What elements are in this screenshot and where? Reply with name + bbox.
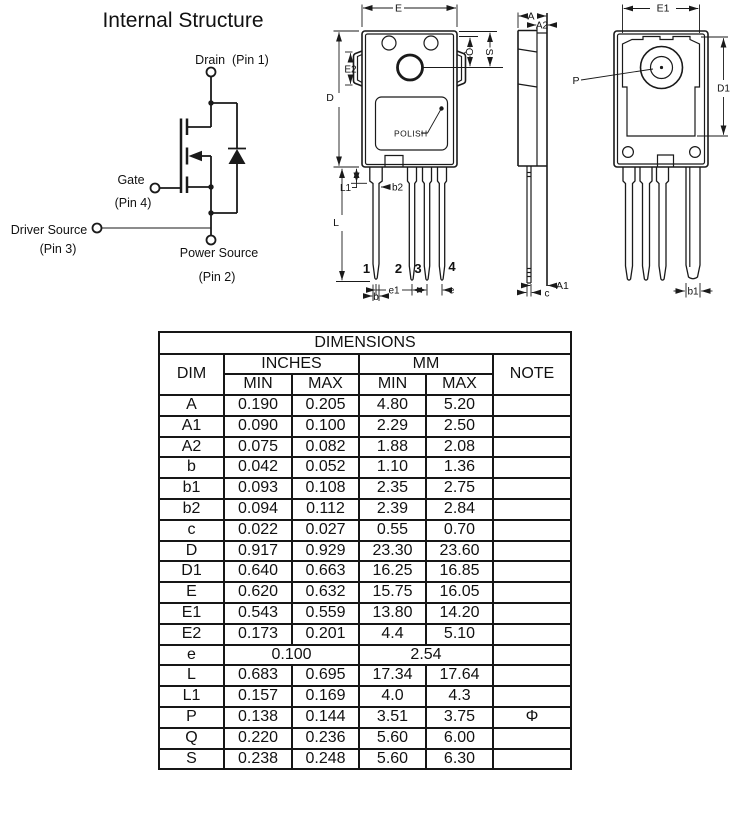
back-hole-right <box>690 147 701 158</box>
dim-label-c: c <box>544 288 550 300</box>
dim-E1 <box>623 3 700 34</box>
dim-label-A: A <box>527 10 535 23</box>
back-hole-left <box>623 147 634 158</box>
inches-max-cell: 0.559 <box>292 603 359 624</box>
dim-label-E: E <box>394 2 403 15</box>
inches-max-cell: 0.248 <box>292 749 359 770</box>
col-header-mm-max: MAX <box>426 374 493 395</box>
mm-max-cell: 23.60 <box>426 541 493 562</box>
dim-label-E1: E1 <box>656 2 670 15</box>
mm-min-cell: 17.34 <box>359 665 426 686</box>
dim-cell: c <box>159 520 224 541</box>
mm-min-cell: 0.55 <box>359 520 426 541</box>
front-pin4-number: 4 <box>448 259 456 274</box>
inches-min-cell: 0.090 <box>224 416 292 437</box>
col-header-mm-min: MIN <box>359 374 426 395</box>
table-row <box>159 520 571 541</box>
inches-min-cell: 0.620 <box>224 582 292 603</box>
col-header-dim: DIM <box>159 354 224 395</box>
mm-max-cell: 2.50 <box>426 416 493 437</box>
dim-cell: Q <box>159 728 224 749</box>
mm-max-cell: 2.84 <box>426 499 493 520</box>
table-row <box>159 541 571 562</box>
inches-max-cell: 0.695 <box>292 665 359 686</box>
dim-E <box>362 3 457 28</box>
package-back-view <box>572 3 730 298</box>
mosfet-symbol <box>93 68 247 245</box>
front-bottom-notch <box>385 156 403 167</box>
inches-max-cell: 0.632 <box>292 582 359 603</box>
front-mounting-hole <box>398 55 423 80</box>
note-cell <box>493 478 571 499</box>
front-pinhole-left <box>382 36 396 50</box>
dim-label-E2: E2 <box>344 64 357 76</box>
table-row <box>159 728 571 749</box>
inches-min-cell: 0.543 <box>224 603 292 624</box>
back-bottom-notch <box>658 155 674 167</box>
inches-min-cell: 0.173 <box>224 624 292 645</box>
dimensions-table-header <box>159 332 571 395</box>
note-cell <box>493 665 571 686</box>
front-pin3-number: 3 <box>414 261 422 276</box>
driver-source-terminal <box>93 224 102 233</box>
note-cell <box>493 686 571 707</box>
body-arrow-icon <box>189 151 203 161</box>
inches-min-cell: 0.022 <box>224 520 292 541</box>
mm-min-cell: 15.75 <box>359 582 426 603</box>
mm-min-cell: 13.80 <box>359 603 426 624</box>
mm-max-cell: 1.36 <box>426 457 493 478</box>
table-row <box>159 561 571 582</box>
table-row <box>159 582 571 603</box>
dim-label-Q: Q <box>463 47 475 56</box>
col-header-inches-max: MAX <box>292 374 359 395</box>
dim-cell: b1 <box>159 478 224 499</box>
front-pin1-number: 1 <box>362 261 371 276</box>
mm-min-cell: 4.0 <box>359 686 426 707</box>
mm-max-cell: 3.75 <box>426 707 493 728</box>
package-side-view <box>518 11 569 300</box>
gate-terminal <box>151 184 160 193</box>
package-front-view <box>326 3 503 304</box>
inches-max-cell: 0.169 <box>292 686 359 707</box>
body-diode-icon <box>229 149 246 164</box>
dim-E2 <box>344 52 357 85</box>
mm-max-cell: 16.85 <box>426 561 493 582</box>
dim-label-b: b <box>373 292 379 303</box>
dim-label-b2: b2 <box>392 182 404 194</box>
mm-min-cell: 2.29 <box>359 416 426 437</box>
table-row <box>159 603 571 624</box>
inches-min-cell: 0.094 <box>224 499 292 520</box>
inches-max-cell: 0.108 <box>292 478 359 499</box>
dim-label-A2: A2 <box>535 20 549 32</box>
drain-label: Drain (Pin 1) <box>195 53 269 67</box>
table-row <box>159 645 571 666</box>
power-source-pin-label: (Pin 2) <box>198 270 236 284</box>
dim-label-e1: e1 <box>388 285 400 297</box>
dim-label-e: e <box>448 285 455 297</box>
inches-max-cell: 0.144 <box>292 707 359 728</box>
mm-max-cell: 5.20 <box>426 395 493 416</box>
table-title: DIMENSIONS <box>159 332 571 354</box>
note-cell <box>493 624 571 645</box>
dim-e <box>419 284 455 297</box>
gate-pin-label: (Pin 4) <box>114 196 152 210</box>
inches-min-cell: 0.042 <box>224 457 292 478</box>
dim-label-D1: D1 <box>717 83 730 95</box>
mm-min-cell: 2.35 <box>359 478 426 499</box>
internal-structure-diagram <box>11 9 269 284</box>
front-leads <box>370 167 447 280</box>
dim-L1 <box>340 169 367 194</box>
table-row <box>159 416 571 437</box>
dim-label-D: D <box>326 92 334 104</box>
inches-min-cell: 0.093 <box>224 478 292 499</box>
mm-max-cell: 0.70 <box>426 520 493 541</box>
mm-min-cell: 3.51 <box>359 707 426 728</box>
dim-label-L: L <box>333 217 339 229</box>
mm-max-cell: 6.30 <box>426 749 493 770</box>
dim-label-b1: b1 <box>687 286 699 298</box>
note-cell <box>493 457 571 478</box>
side-lead <box>527 166 531 283</box>
gate-label: Gate <box>117 173 145 187</box>
col-header-note: NOTE <box>493 354 571 395</box>
front-pin2-number: 2 <box>394 261 403 276</box>
inches-max-cell: 0.100 <box>292 416 359 437</box>
mm-max-cell: 6.00 <box>426 728 493 749</box>
dim-label-P: P <box>572 75 580 87</box>
inches-max-cell: 0.236 <box>292 728 359 749</box>
front-pinhole-right <box>424 36 438 50</box>
col-header-inches: INCHES <box>224 354 359 374</box>
dim-cell: D1 <box>159 561 224 582</box>
note-cell <box>493 582 571 603</box>
dim-label-S: S <box>483 48 495 56</box>
dim-label-A1: A1 <box>556 280 569 292</box>
note-cell <box>493 749 571 770</box>
inches-max-cell: 0.052 <box>292 457 359 478</box>
table-row <box>159 457 571 478</box>
dim-cell: e <box>159 645 224 666</box>
table-group-header-row <box>159 354 571 374</box>
mm-max-cell: 2.75 <box>426 478 493 499</box>
dims-table-body <box>159 395 571 769</box>
inches-min-cell: 0.138 <box>224 707 292 728</box>
drain-terminal <box>207 68 216 77</box>
dim-cell: D <box>159 541 224 562</box>
table-row <box>159 499 571 520</box>
table-row <box>159 686 571 707</box>
inches-max-cell: 0.663 <box>292 561 359 582</box>
table-row <box>159 437 571 458</box>
mm-min-cell: 5.60 <box>359 728 426 749</box>
driver-source-pin-label: (Pin 3) <box>39 242 77 256</box>
col-header-mm: MM <box>359 354 493 374</box>
mm-max-cell: 14.20 <box>426 603 493 624</box>
table-title-row <box>159 332 571 354</box>
note-cell <box>493 561 571 582</box>
dim-cell: P <box>159 707 224 728</box>
dim-label-L1: L1 <box>339 183 352 194</box>
mm-min-cell: 4.80 <box>359 395 426 416</box>
inches-min-cell: 0.238 <box>224 749 292 770</box>
note-cell: Φ <box>493 707 571 728</box>
dim-cell: E2 <box>159 624 224 645</box>
note-cell <box>493 499 571 520</box>
note-cell <box>493 520 571 541</box>
dim-cell: A1 <box>159 416 224 437</box>
inches-max-cell: 0.082 <box>292 437 359 458</box>
inches-max-cell: 0.205 <box>292 395 359 416</box>
mm-max-cell: 2.08 <box>426 437 493 458</box>
dim-D1 <box>697 37 730 136</box>
note-cell <box>493 603 571 624</box>
mm-min-cell: 23.30 <box>359 541 426 562</box>
mm-value-cell: 2.54 <box>359 645 493 666</box>
inches-max-cell: 0.201 <box>292 624 359 645</box>
col-header-inches-min: MIN <box>224 374 292 395</box>
mm-max-cell: 4.3 <box>426 686 493 707</box>
note-cell <box>493 395 571 416</box>
mm-min-cell: 1.88 <box>359 437 426 458</box>
table-row <box>159 624 571 645</box>
table-row <box>159 478 571 499</box>
table-row <box>159 395 571 416</box>
table-row <box>159 707 571 728</box>
power-source-terminal <box>207 236 216 245</box>
dim-D <box>326 31 359 167</box>
dim-cell: b2 <box>159 499 224 520</box>
table-row <box>159 749 571 770</box>
inches-min-cell: 0.190 <box>224 395 292 416</box>
driver-source-label: Driver Source <box>10 223 88 237</box>
dim-b2 <box>381 183 404 194</box>
mm-max-cell: 16.05 <box>426 582 493 603</box>
mm-min-cell: 16.25 <box>359 561 426 582</box>
diagram-title: Internal Structure <box>102 9 264 32</box>
polish-area-outline <box>376 97 448 150</box>
dim-cell: b <box>159 457 224 478</box>
dimensions-table <box>158 331 572 770</box>
dim-c <box>520 284 550 300</box>
note-cell <box>493 645 571 666</box>
mm-max-cell: 5.10 <box>426 624 493 645</box>
dim-cell: S <box>159 749 224 770</box>
note-cell <box>493 416 571 437</box>
note-cell <box>493 437 571 458</box>
inches-min-cell: 0.683 <box>224 665 292 686</box>
inches-max-cell: 0.027 <box>292 520 359 541</box>
polish-label: POLISH <box>394 128 428 139</box>
inches-min-cell: 0.157 <box>224 686 292 707</box>
dim-b1 <box>674 283 713 298</box>
inches-min-cell: 0.640 <box>224 561 292 582</box>
dim-cell: L <box>159 665 224 686</box>
mm-min-cell: 2.39 <box>359 499 426 520</box>
inches-min-cell: 0.917 <box>224 541 292 562</box>
inches-min-cell: 0.075 <box>224 437 292 458</box>
mm-min-cell: 5.60 <box>359 749 426 770</box>
table-row <box>159 665 571 686</box>
dim-cell: E <box>159 582 224 603</box>
inches-min-cell: 0.220 <box>224 728 292 749</box>
mm-min-cell: 1.10 <box>359 457 426 478</box>
note-cell <box>493 728 571 749</box>
power-source-label: Power Source <box>179 246 259 260</box>
dim-cell: A <box>159 395 224 416</box>
inches-value-cell: 0.100 <box>224 645 359 666</box>
mm-max-cell: 17.64 <box>426 665 493 686</box>
dim-cell: E1 <box>159 603 224 624</box>
dim-cell: A2 <box>159 437 224 458</box>
mm-min-cell: 4.4 <box>359 624 426 645</box>
note-cell <box>493 541 571 562</box>
inches-max-cell: 0.112 <box>292 499 359 520</box>
inches-max-cell: 0.929 <box>292 541 359 562</box>
back-leads <box>623 167 700 280</box>
dim-cell: L1 <box>159 686 224 707</box>
back-metal-tab <box>623 37 700 137</box>
